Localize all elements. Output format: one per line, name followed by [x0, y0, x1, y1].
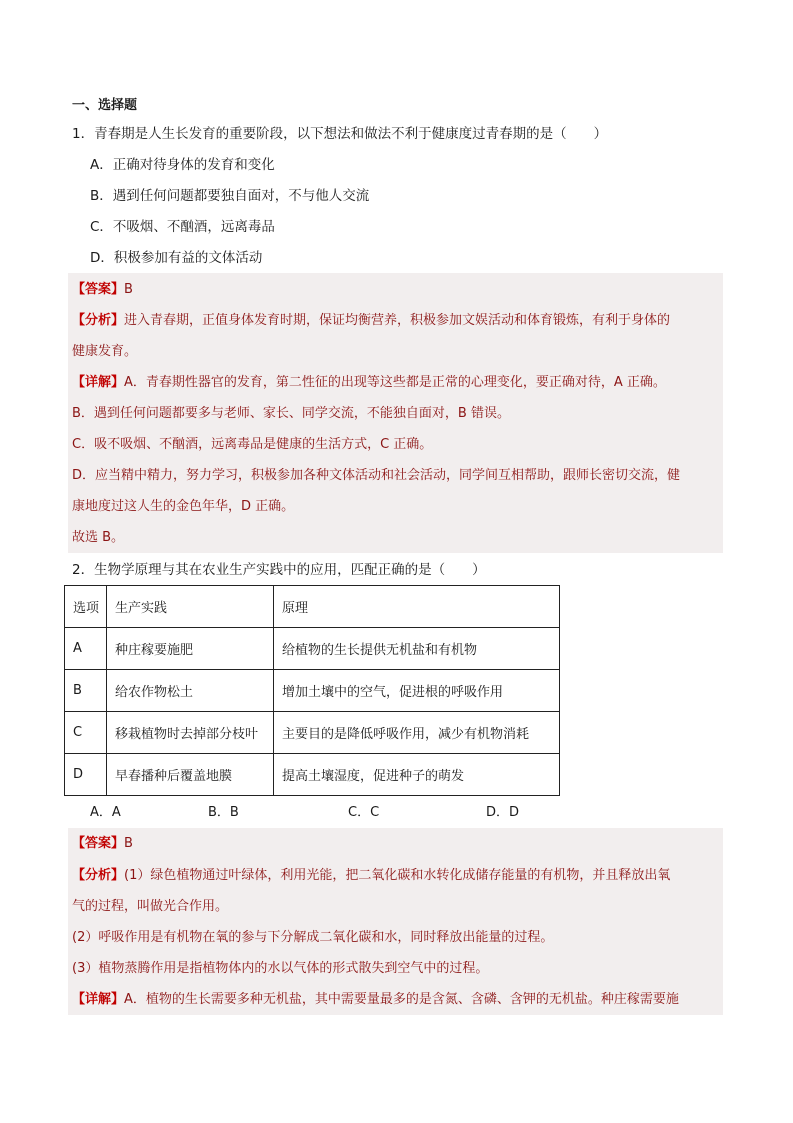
table-cell: 给植物的生长提供无机盐和有机物 — [274, 628, 560, 670]
answer-tag: 【答案】 — [72, 282, 125, 297]
question-2-solution-box — [68, 828, 723, 1015]
table-cell: 移栽植物时去掉部分枝叶 — [107, 712, 274, 754]
question-2-answer — [72, 834, 133, 854]
table-cell: B — [65, 670, 107, 712]
question-2-table — [64, 585, 560, 796]
detail-tag: 【详解】 — [72, 375, 125, 390]
table-header-cell: 生产实践 — [107, 586, 274, 628]
question-1-analysis-line: 健康发育。 — [72, 344, 138, 359]
question-1-option-c: C．不吸烟、不酗酒，远离毒品 — [90, 219, 275, 235]
table-cell: D — [65, 754, 107, 796]
detail-text: A．植物的生长需要多种无机盐，其中需要量最多的是含氮、含磷、含钾的无机盐。种庄稼需要施 — [124, 992, 679, 1007]
table-cell: 早春播种后覆盖地膜 — [107, 754, 274, 796]
question-2-choice-a: A．A — [90, 805, 121, 820]
question-2-choice-b: B．B — [208, 805, 239, 820]
table-cell: 给农作物松土 — [107, 670, 274, 712]
table-row — [65, 670, 560, 712]
question-1-detail-line: B．遇到任何问题都要多与老师、家长、同学交流，不能独自面对，B 错误。 — [72, 406, 510, 421]
answer-value: B — [124, 836, 133, 851]
analysis-text: (1）绿色植物通过叶绿体，利用光能，把二氧化碳和水转化成储存能量的有机物，并且释放出氧 — [124, 868, 671, 883]
question-1-detail-line: D．应当精中精力，努力学习，积极参加各种文体活动和社会活动，同学间互相帮助，跟师长密切交流，健 — [72, 468, 681, 483]
table-header-cell: 原理 — [274, 586, 560, 628]
table-cell: 提高土壤湿度，促进种子的萌发 — [274, 754, 560, 796]
question-1-analysis-line — [72, 311, 670, 331]
question-1-answer — [72, 280, 133, 300]
table-cell: C — [65, 712, 107, 754]
table-header-cell: 选项 — [65, 586, 107, 628]
detail-text: A．青春期性器官的发育，第二性征的出现等这些都是正常的心理变化，要正确对待，A 正确。 — [124, 375, 666, 390]
question-1-option-a: A．正确对待身体的发育和变化 — [90, 157, 275, 173]
table-cell: A — [65, 628, 107, 670]
analysis-tag: 【分析】 — [72, 868, 125, 883]
question-2-detail-line — [72, 990, 679, 1010]
question-2-choice-c: C．C — [348, 805, 380, 820]
table-cell: 主要目的是降低呼吸作用，减少有机物消耗 — [274, 712, 560, 754]
question-2-stem: 2．生物学原理与其在农业生产实践中的应用，匹配正确的是（ ） — [72, 562, 486, 578]
question-1-detail-line — [72, 373, 666, 393]
question-1-option-b: B．遇到任何问题都要独自面对，不与他人交流 — [90, 188, 370, 204]
section-title: 一、选择题 — [72, 98, 138, 113]
detail-tag: 【详解】 — [72, 992, 125, 1007]
question-1-detail-line: C．吸不吸烟、不酗酒，远离毒品是健康的生活方式，C 正确。 — [72, 437, 433, 452]
table-cell: 增加土壤中的空气，促进根的呼吸作用 — [274, 670, 560, 712]
analysis-text: 进入青春期，正值身体发育时期，保证均衡营养，积极参加文娱活动和体育锻炼，有利于身体的 — [124, 313, 671, 328]
table-cell: 种庄稼要施肥 — [107, 628, 274, 670]
question-2-analysis-line — [72, 866, 670, 886]
question-1-stem: 1．青春期是人生长发育的重要阶段，以下想法和做法不利于健康度过青春期的是（ ） — [72, 126, 608, 142]
table-row — [65, 754, 560, 796]
question-2-analysis-line: (2）呼吸作用是有机物在氧的参与下分解成二氧化碳和水，同时释放出能量的过程。 — [72, 930, 554, 945]
answer-tag: 【答案】 — [72, 836, 125, 851]
question-2-choice-d: D．D — [486, 805, 520, 820]
question-1-option-d: D．积极参加有益的文体活动 — [90, 250, 263, 266]
answer-value: B — [124, 282, 133, 297]
analysis-tag: 【分析】 — [72, 313, 125, 328]
question-1-detail-line: 故选 B。 — [72, 530, 125, 545]
question-2-analysis-line: 气的过程，叫做光合作用。 — [72, 899, 229, 914]
table-row — [65, 628, 560, 670]
table-row — [65, 712, 560, 754]
question-2-analysis-line: (3）植物蒸腾作用是指植物体内的水以气体的形式散失到空气中的过程。 — [72, 961, 489, 976]
table-header-row — [65, 586, 560, 628]
question-1-detail-line: 康地度过这人生的金色年华，D 正确。 — [72, 499, 295, 514]
